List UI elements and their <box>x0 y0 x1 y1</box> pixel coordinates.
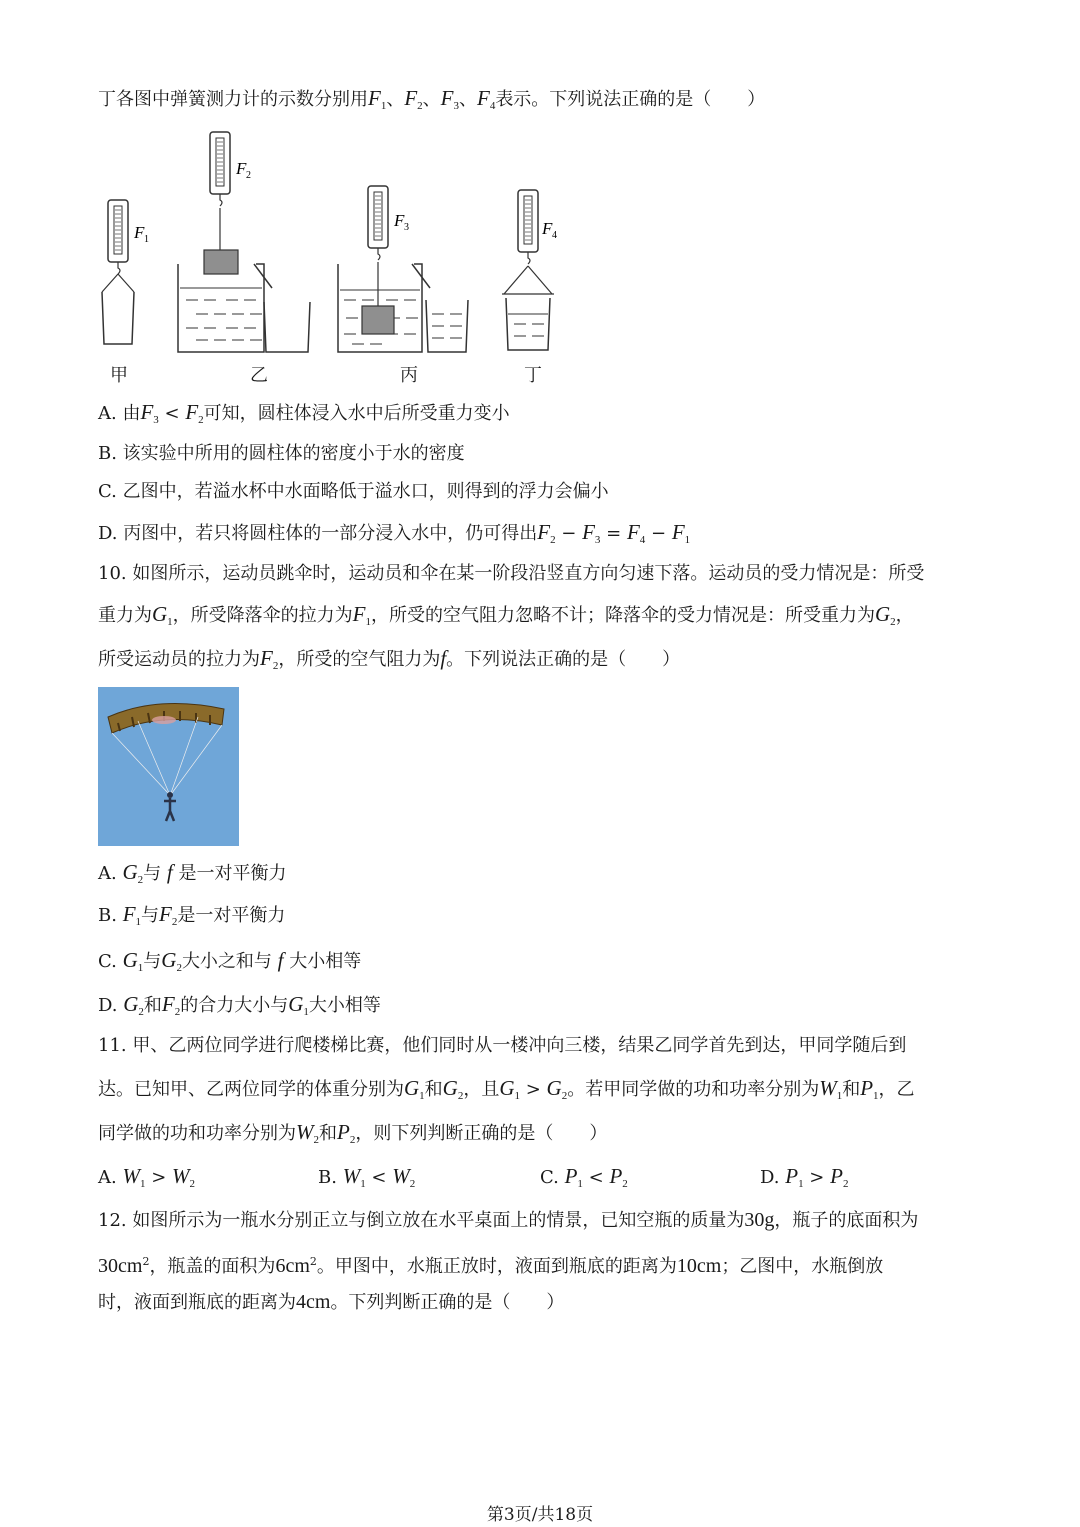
figure-label-jia: 甲 <box>110 365 128 386</box>
svg-text:F: F <box>134 223 145 242</box>
q10-line-3: 所受运动员的拉力为$F_2$，所受的空气阻力为f。下列说法正确的是（ ） <box>98 646 681 672</box>
q10-option-b[interactable]: B. $F_1$与$F_2$是一对平衡力 <box>98 902 286 928</box>
q11-option-a[interactable]: A. $W_1 > W_2$ <box>98 1164 195 1190</box>
q9-option-a[interactable]: A. 由$F_3 < F_2$可知，圆柱体浸入水中后所受重力变小 <box>98 400 510 426</box>
q9-stem: 丁各图中弹簧测力计的示数分别用$F_1$、$F_2$、$F_3$、$F_4$表示。下列说法正确的是（ ） <box>98 86 766 112</box>
svg-text:F: F <box>394 211 405 230</box>
q11-line-2: 达。已知甲、乙两位同学的体重分别为$G_1$和$G_2$，且$G_1 > G_2$。若甲同学做的功和功率分别为$W_1$和$P_1$，乙 <box>98 1076 915 1102</box>
q11-option-c[interactable]: C. $P_1 < P_2$ <box>540 1164 628 1190</box>
svg-text:4: 4 <box>552 230 557 241</box>
q11-line-3: 同学做的功和功率分别为$W_2$和$P_2$，则下列判断正确的是（ ） <box>98 1120 608 1146</box>
q11-option-d[interactable]: D. $P_1 > P_2$ <box>760 1164 849 1190</box>
q10-option-d[interactable]: D. $G_2$和$F_2$的合力大小与$G_1$大小相等 <box>98 992 381 1018</box>
q9-option-d[interactable]: D. 丙图中，若只将圆柱体的一部分浸入水中，仍可得出$F_2 - F_3 = F_4 - F_1$ <box>98 520 691 546</box>
q10-option-c[interactable]: C. $G_1$与$G_2$大小之和与 f 大小相等 <box>98 948 362 974</box>
svg-text:2: 2 <box>246 170 251 181</box>
q11-line-1: 11. 甲、乙两位同学进行爬楼梯比赛，他们同时从一楼冲向三楼，结果乙同学首先到达，甲同学随后到 <box>98 1035 907 1056</box>
svg-text:F: F <box>236 159 247 178</box>
q10-option-a[interactable]: A. $G_2$与 f 是一对平衡力 <box>98 860 287 886</box>
figure-label-bing: 丙 <box>400 365 418 386</box>
q9-option-c[interactable]: C. 乙图中，若溢水杯中水面略低于溢水口，则得到的浮力会偏小 <box>98 481 609 502</box>
svg-text:1: 1 <box>144 234 149 245</box>
svg-text:3: 3 <box>404 222 409 233</box>
q12-line-2: $30cm^2$，瓶盖的面积为$6cm^2$。甲图中，水瓶正放时，液面到瓶底的距离为10cm；乙图中，水瓶倒放 <box>98 1255 884 1277</box>
figure-label-ding: 丁 <box>524 365 542 386</box>
q12-line-1: 12. 如图所示为一瓶水分别正立与倒立放在水平桌面上的情景，已知空瓶的质量为30g，瓶子的底面积为 <box>98 1209 919 1231</box>
q9-option-b[interactable]: B. 该实验中所用的圆柱体的密度小于水的密度 <box>98 443 465 464</box>
q12-line-3: 时，液面到瓶底的距离为4cm。下列判断正确的是（ ） <box>98 1291 565 1313</box>
spring-scale-figure <box>96 128 576 390</box>
q10-line-1: 10. 如图所示，运动员跳伞时，运动员和伞在某一阶段沿竖直方向匀速下落。运动员的受力情况是：所受 <box>98 563 925 584</box>
svg-text:F: F <box>542 219 553 238</box>
page-number: 第3页/共18页 <box>486 1505 594 1525</box>
q10-line-2: 重力为$G_1$，所受降落伞的拉力为$F_1$，所受的空气阻力忽略不计；降落伞的受力情况是：所受重力为$G_2$， <box>98 602 914 628</box>
parachute-photo <box>98 687 239 846</box>
q11-option-b[interactable]: B. $W_1 < W_2$ <box>318 1164 416 1190</box>
figure-label-yi: 乙 <box>250 365 268 386</box>
